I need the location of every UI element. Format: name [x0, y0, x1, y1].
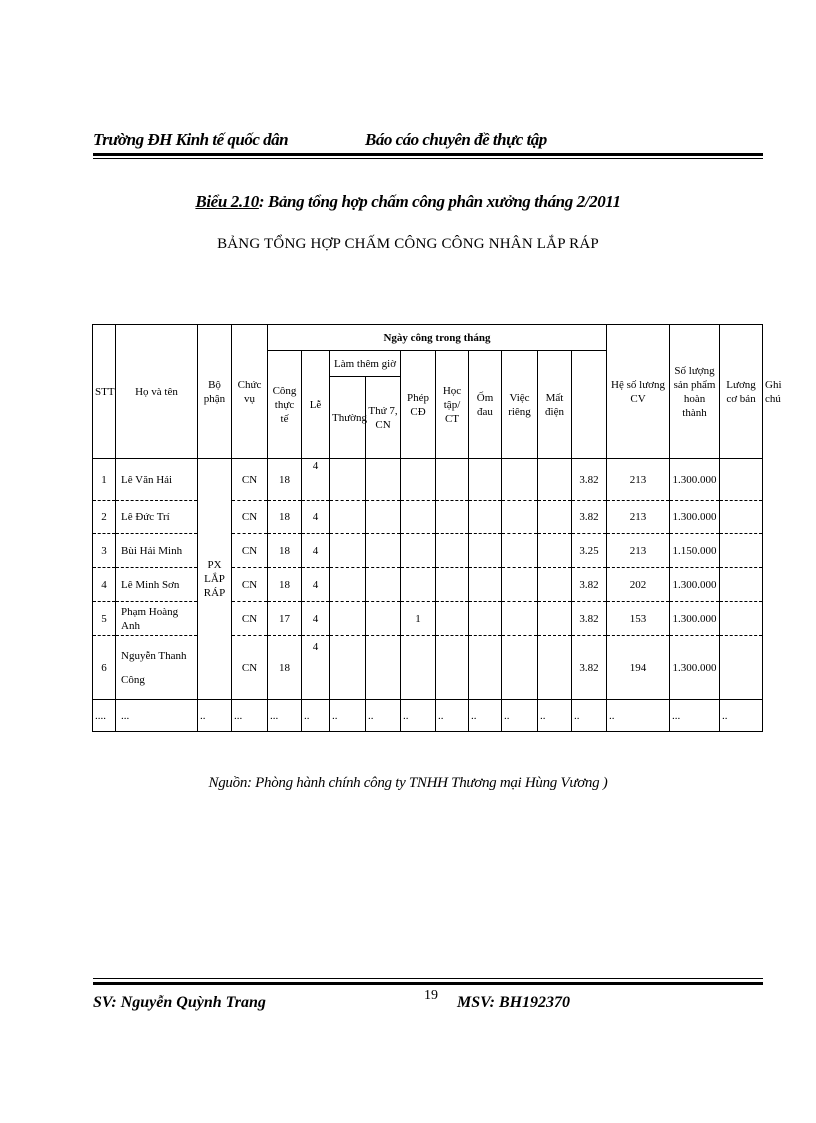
- cell-ot-weekend: [366, 534, 401, 568]
- cell-salary: 1.300.000: [670, 568, 720, 602]
- cell-power-out: [538, 568, 572, 602]
- footer-student-id: MSV: BH192370: [457, 994, 571, 1011]
- table-caption: [0, 192, 816, 212]
- cell-study: [436, 602, 469, 636]
- ellipsis-cell: ...: [232, 700, 268, 732]
- cell-ot-weekend: [366, 501, 401, 534]
- cell-actual: 18: [268, 636, 302, 700]
- ellipsis-cell: ..: [401, 700, 436, 732]
- ellipsis-cell: ..: [607, 700, 670, 732]
- table-row-ellipsis: [93, 700, 763, 732]
- cell-holiday: 4: [302, 534, 330, 568]
- cell-position: CN: [232, 501, 268, 534]
- source-note: Nguồn: Phòng hành chính công ty TNHH Thương mại Hùng Vương ): [208, 775, 608, 791]
- cell-position: CN: [232, 636, 268, 700]
- cell-note: [720, 636, 763, 700]
- cell-holiday: 4: [302, 568, 330, 602]
- cell-ot-weekend: [366, 459, 401, 501]
- cell-coef: 3.82: [572, 459, 607, 501]
- ellipsis-cell: ..: [572, 700, 607, 732]
- header-study: Học tập/ CT: [436, 351, 469, 459]
- cell-personal: [502, 534, 538, 568]
- cell-ot-normal: [330, 501, 366, 534]
- cell-sick: [469, 568, 502, 602]
- cell-personal: [502, 602, 538, 636]
- cell-ot-normal: [330, 636, 366, 700]
- cell-personal: [502, 636, 538, 700]
- cell-output: 213: [607, 459, 670, 501]
- cell-note: [720, 534, 763, 568]
- cell-leave: [401, 459, 436, 501]
- cell-output: 153: [607, 602, 670, 636]
- header-base-salary: Lương cơ bản: [720, 325, 763, 459]
- header-holiday: Lễ: [302, 351, 330, 459]
- header-university: Trường ĐH Kinh tế quốc dân: [93, 130, 289, 149]
- cell-stt: 5: [93, 602, 116, 636]
- cell-note: [720, 459, 763, 501]
- caption-label: Biểu 2.10: [195, 192, 259, 211]
- cell-salary: 1.300.000: [670, 636, 720, 700]
- header-coef: Hệ số lương CV: [607, 325, 670, 459]
- cell-power-out: [538, 534, 572, 568]
- table-row: [93, 568, 763, 602]
- header-dept: Bộ phận: [198, 325, 232, 459]
- cell-name: Lê Minh Sơn: [116, 568, 198, 602]
- cell-study: [436, 568, 469, 602]
- cell-position: CN: [232, 602, 268, 636]
- ellipsis-cell: ..: [330, 700, 366, 732]
- footer-rule-thick: [93, 982, 763, 985]
- cell-leave: 1: [401, 602, 436, 636]
- cell-salary: 1.300.000: [670, 501, 720, 534]
- cell-salary: 1.300.000: [670, 459, 720, 501]
- cell-position: CN: [232, 534, 268, 568]
- cell-name: Nguyễn Thanh Công: [116, 636, 198, 700]
- cell-name: Lê Đức Trí: [116, 501, 198, 534]
- header-rule-thick: [93, 153, 763, 156]
- ellipsis-cell: ..: [366, 700, 401, 732]
- attendance-table: [92, 324, 782, 732]
- table-row: [93, 459, 763, 501]
- table-row: [93, 602, 763, 636]
- cell-name: Phạm Hoàng Anh: [116, 602, 198, 636]
- cell-study: [436, 459, 469, 501]
- ellipsis-cell: ..: [469, 700, 502, 732]
- header-power-out: Mất điện: [538, 351, 572, 459]
- table-row: [93, 501, 763, 534]
- cell-output: 194: [607, 636, 670, 700]
- cell-ot-weekend: [366, 602, 401, 636]
- cell-actual: 18: [268, 534, 302, 568]
- cell-leave: [401, 568, 436, 602]
- cell-stt: 6: [93, 636, 116, 700]
- header-personal: Việc riêng: [502, 351, 538, 459]
- cell-personal: [502, 459, 538, 501]
- header-name: Họ và tên: [116, 325, 198, 459]
- cell-coef: 3.82: [572, 636, 607, 700]
- cell-holiday: 4: [302, 636, 330, 700]
- cell-holiday: 4: [302, 459, 330, 501]
- cell-study: [436, 636, 469, 700]
- header-overtime: Làm thêm giờ: [330, 351, 401, 377]
- cell-sick: [469, 602, 502, 636]
- cell-coef: 3.82: [572, 568, 607, 602]
- footer-student: SV: Nguyễn Quỳnh Trang: [93, 994, 266, 1011]
- cell-power-out: [538, 636, 572, 700]
- ellipsis-cell: ...: [670, 700, 720, 732]
- cell-personal: [502, 501, 538, 534]
- header-ot-weekend: Thứ 7, CN: [366, 377, 401, 459]
- cell-ot-weekend: [366, 636, 401, 700]
- cell-holiday: 4: [302, 602, 330, 636]
- cell-position: CN: [232, 568, 268, 602]
- cell-stt: 1: [93, 459, 116, 501]
- cell-power-out: [538, 602, 572, 636]
- cell-sick: [469, 534, 502, 568]
- header-days-group: Ngày công trong tháng: [268, 325, 607, 351]
- cell-ot-weekend: [366, 568, 401, 602]
- cell-salary: 1.150.000: [670, 534, 720, 568]
- page-header: [93, 124, 763, 152]
- page-footer: [93, 988, 763, 1018]
- cell-stt: 2: [93, 501, 116, 534]
- cell-actual: 17: [268, 602, 302, 636]
- cell-department: PX LẮP RÁP: [198, 459, 232, 700]
- cell-ot-normal: [330, 534, 366, 568]
- cell-coef: 3.82: [572, 501, 607, 534]
- cell-salary: 1.300.000: [670, 602, 720, 636]
- table-row: [93, 534, 763, 568]
- cell-sick: [469, 459, 502, 501]
- ellipsis-cell: ..: [198, 700, 232, 732]
- header-sick: Ốm đau: [469, 351, 502, 459]
- header-report-title: Báo cáo chuyên đề thực tập: [365, 130, 547, 149]
- cell-holiday: 4: [302, 501, 330, 534]
- cell-output: 213: [607, 534, 670, 568]
- cell-study: [436, 501, 469, 534]
- cell-power-out: [538, 501, 572, 534]
- cell-output: 213: [607, 501, 670, 534]
- ellipsis-cell: ...: [116, 700, 198, 732]
- cell-sick: [469, 501, 502, 534]
- ellipsis-cell: ..: [436, 700, 469, 732]
- header-rule-thin: [93, 158, 763, 159]
- footer-rule-thin: [93, 978, 763, 979]
- cell-name: Bùi Hải Minh: [116, 534, 198, 568]
- cell-stt: 3: [93, 534, 116, 568]
- table-subtitle: BẢNG TỔNG HỢP CHẤM CÔNG CÔNG NHÂN LẮP RÁP: [217, 236, 599, 252]
- cell-actual: 18: [268, 459, 302, 501]
- header-output: Số lượng sản phẩm hoàn thành: [670, 325, 720, 459]
- cell-leave: [401, 636, 436, 700]
- cell-name: Lê Văn Hải: [116, 459, 198, 501]
- cell-power-out: [538, 459, 572, 501]
- cell-stt: 4: [93, 568, 116, 602]
- caption-text: : Bảng tổng hợp chấm công phân xưởng tháng 2/2011: [258, 192, 621, 211]
- ellipsis-cell: ..: [302, 700, 330, 732]
- cell-position: CN: [232, 459, 268, 501]
- cell-leave: [401, 501, 436, 534]
- cell-ot-normal: [330, 568, 366, 602]
- cell-sick: [469, 636, 502, 700]
- cell-coef: 3.25: [572, 534, 607, 568]
- ellipsis-cell: ...: [268, 700, 302, 732]
- header-position: Chức vụ: [232, 325, 268, 459]
- cell-output: 202: [607, 568, 670, 602]
- ellipsis-cell: ....: [93, 700, 116, 732]
- cell-actual: 18: [268, 568, 302, 602]
- ellipsis-cell: ..: [502, 700, 538, 732]
- table-row: [93, 636, 763, 700]
- page-number: 19: [424, 988, 438, 1003]
- cell-note: [720, 602, 763, 636]
- cell-note: [720, 501, 763, 534]
- header-stt: STT: [93, 325, 116, 459]
- header-ot-normal: Thường: [330, 377, 366, 459]
- cell-coef: 3.82: [572, 602, 607, 636]
- cell-ot-normal: [330, 459, 366, 501]
- header-row-1: STT Họ và tên Bộ phận Chức vụ Ngày công trong tháng Hệ số lương CV Số lượng sản phẩm hoàn thành Lương cơ bản Ghi chú: [93, 325, 763, 351]
- header-actual: Công thực tế: [268, 351, 302, 459]
- cell-ot-normal: [330, 602, 366, 636]
- header-leave: Phép CĐ: [401, 351, 436, 459]
- cell-personal: [502, 568, 538, 602]
- ellipsis-cell: ..: [538, 700, 572, 732]
- cell-actual: 18: [268, 501, 302, 534]
- cell-leave: [401, 534, 436, 568]
- cell-note: [720, 568, 763, 602]
- cell-study: [436, 534, 469, 568]
- ellipsis-cell: ..: [720, 700, 763, 732]
